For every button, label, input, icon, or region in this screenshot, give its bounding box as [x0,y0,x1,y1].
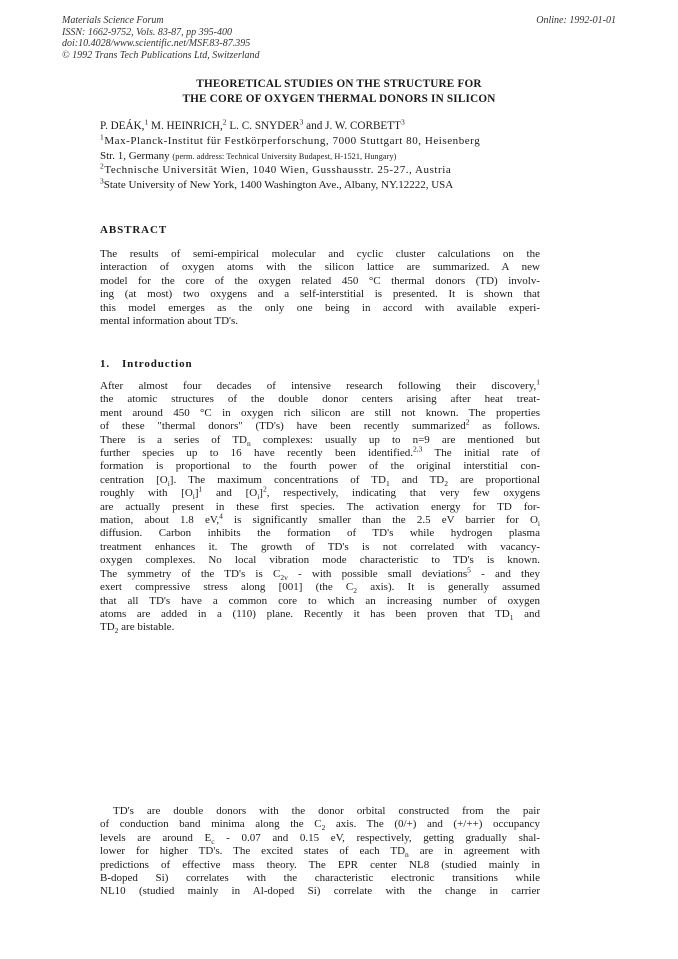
introduction-paragraph-2 [100,805,540,899]
author-1: P. DEÁK, [100,120,145,132]
abstract-line: interaction of oxygen atoms with the silicon lattice are summarized. A new [100,261,540,274]
abstract-line: ing (at most) two oxygens and a self-interstitial is presented. It is shown that [100,288,540,301]
body-line: $TD_2$ are bistable. [100,621,175,636]
body-line: predictions of effective mass theory. The EPR center NL8 (studied mainly in [100,858,540,871]
affiliation-3 [100,178,540,193]
affil-1-perm-address: (perm. address: Technical University Budapest, H-1521, Hungary) [172,151,397,161]
copyright-line: © 1992 Trans Tech Publications Ltd, Switzerland [62,49,260,61]
body-line: oxygen complexes. No local vibration mode characteristic to TD's is known. [100,554,540,567]
author-4-affil: 3 [400,117,405,127]
body-line: diffusion. Carbon inhibits the formation of TD's while hydrogen plasma [100,527,540,540]
body-line: treatment enhances it. The growth of TD's is not correlated with vacancy- [100,540,540,553]
section-title: Introduction [122,358,193,370]
affil-mark-1: 1 [100,132,105,142]
affiliation-1 [100,134,540,164]
body-line: are actually present in these first species. The activation energy for TD for- [100,500,540,513]
body-line: further species up to 16 have recently been identified.$^{2,3}$ The initial rate of [100,444,540,460]
body-line: formation is proportional to the fourth power of the original interstitial con- [100,460,540,473]
body-line: The symmetry of the TD's is $C_{2v}$ - with possible small deviations$^5$ - and they [100,565,540,582]
doi-line: doi:10.4028/www.scientific.net/MSF.83-87.395 [62,38,251,49]
introduction-heading [100,358,193,370]
author-4: and J. W. CORBETT [303,120,401,132]
affil-mark-3: 3 [100,176,104,186]
affil-3-text: State University of New York, 1400 Washington Ave., Albany, NY.12222, USA [103,179,454,191]
author-3-affil: 3 [299,117,304,127]
body-line: roughly with $[O_i]^1$ and $[O_i]^2$, respectively, indicating that very few oxygens [100,484,540,502]
body-line: TD's are double donors with the donor orbital constructed from the pair [113,805,540,817]
affiliation-2 [100,163,540,178]
author-3: L. C. SNYDER [226,120,300,132]
title-line-1: THEORETICAL STUDIES ON THE STRUCTURE FOR [196,78,482,90]
body-line: B-doped Si) correlates with the characteristic electronic transitions while [100,872,540,885]
abstract-line: mental information about TD's. [100,315,239,328]
abstract-heading: ABSTRACT [100,224,168,236]
introduction-paragraph-1 [100,377,540,636]
affil-2-text: Technische Universität Wien, 1040 Wien, Gusshausstr. 25-27., Austria [104,164,452,176]
body-line: levels are around $E_c - 0.07$ and 0.15 eV, respectively, getting gradually shal- [100,831,540,846]
section-number: 1. [100,358,111,370]
title-line-2: THE CORE OF OXYGEN THERMAL DONORS IN SILICON [182,93,496,105]
body-line: exert compressive stress along [001] (the $C_2$ axis). It is generally assumed [100,581,540,596]
affil-1-line-2: Str. 1, Germany [100,149,170,162]
author-list [100,117,405,132]
affil-1-line-1: Max-Planck-Institut für Festkörperforschung, 7000 Stuttgart 80, Heisenberg [104,135,481,147]
journal-name: Materials Science Forum [62,15,164,26]
body-line: the atomic structures of the double donor centers arising after heat treat- [100,393,540,406]
abstract-line: model for the core of the oxygen related 450 °C thermal donors (TD) involv- [100,274,540,287]
author-2: M. HEINRICH, [148,120,223,132]
body-line: ment around 450 °C in oxygen rich silicon are still not known. The properties [100,406,540,419]
online-date: Online: 1992-01-01 [536,15,616,26]
abstract-text [100,248,540,328]
author-1-affil: 1 [144,117,149,127]
body-line: of conduction band minima along the $C_2$ axis. The (0/+) and (+/++) occupancy [100,818,540,833]
abstract-line: The results of semi-empirical molecular and cyclic cluster calculations on the [100,248,540,260]
body-line: atoms are added in a (110) plane. Recently it has been proven that $TD_1$ and [100,607,540,623]
body-line: NL10 (studied mainly in Al-doped Si) correlate with the change in carrier [100,885,540,898]
author-2-affil: 2 [222,117,227,127]
body-line: that all TD's have a common core to which an increasing number of oxygen [100,594,540,607]
body-line: of these "thermal donors" (TD's) have been recently summarized$^2$ as follows. [100,417,540,433]
body-line: After almost four decades of intensive research following their discovery,$^1$ [100,377,540,392]
body-line: There is a series of $TD_n$ complexes: usually up to n=9 are mentioned but [100,433,540,448]
publication-metadata [62,15,260,61]
body-line: lower for higher TD's. The excited states of each $TD_n$ are in agreement with [100,845,540,860]
affil-mark-2: 2 [100,161,105,171]
body-line: centration $[O_i]$. The maximum concentrations of $TD_1$ and $TD_2$ are proportional [100,473,540,489]
issn-line: ISSN: 1662-9752, Vols. 83-87, pp 395-400 [62,26,232,38]
body-line: mation, about 1.8 eV,$^4$ is significantly smaller than the 2.5 eV barrier for $O_i$ [100,511,540,529]
paper-title [100,77,578,107]
abstract-line: this model emerges as the only one being in accord with available experi- [100,301,540,314]
